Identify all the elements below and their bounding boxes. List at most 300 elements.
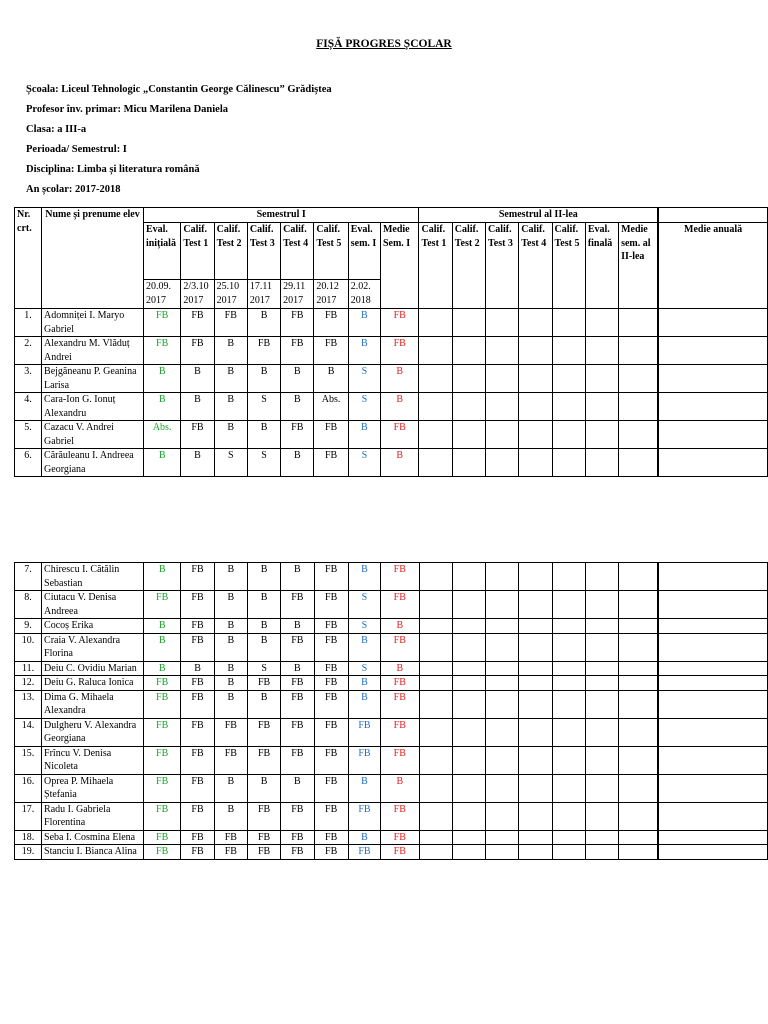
progress-table-part2 (14, 562, 768, 860)
sem1-column-header: Calif. Test 2 (214, 223, 247, 280)
grade-cell: FB (214, 845, 247, 860)
student-name: Alexandru M. Vlăduț Andrei (42, 337, 144, 365)
student-row (15, 365, 768, 393)
grade-cell: FB (348, 802, 380, 830)
student-number: 1. (15, 309, 42, 337)
grade-cell: Abs. (314, 393, 348, 421)
empty-grade-cell (519, 365, 552, 393)
sem2-column-header: Calif. Test 1 (419, 223, 452, 309)
grade-cell: FB (181, 774, 214, 802)
student-number: 2. (15, 337, 42, 365)
grade-cell: B (381, 619, 419, 634)
test-date: 2.02. 2018 (348, 280, 380, 309)
grade-cell: B (181, 365, 214, 393)
empty-grade-cell (552, 563, 585, 591)
empty-grade-cell (452, 393, 485, 421)
empty-grade-cell (519, 337, 552, 365)
grade-cell: B (348, 830, 380, 845)
empty-grade-cell (585, 365, 618, 393)
grade-cell: FB (247, 845, 280, 860)
grade-cell: B (214, 661, 247, 676)
empty-grade-cell (519, 676, 552, 691)
student-number: 17. (15, 802, 42, 830)
empty-grade-cell (585, 802, 618, 830)
grade-cell: FB (281, 746, 314, 774)
grade-cell: B (214, 591, 247, 619)
student-number: 9. (15, 619, 42, 634)
grade-cell: FB (314, 830, 348, 845)
empty-grade-cell (419, 830, 452, 845)
sem2-column-header: Calif. Test 3 (486, 223, 519, 309)
empty-grade-cell (519, 633, 552, 661)
grade-cell: FB (314, 802, 348, 830)
student-name: Craia V. Alexandra Florina (42, 633, 144, 661)
teacher-line: Profesor înv. primar: Micu Marilena Daniela (26, 104, 228, 115)
test-date: 17.11 2017 (247, 280, 280, 309)
empty-grade-cell (552, 337, 585, 365)
grade-cell: FB (143, 690, 180, 718)
grade-cell: B (143, 365, 180, 393)
grade-cell: B (281, 619, 314, 634)
empty-grade-cell (619, 718, 659, 746)
grade-cell: FB (181, 718, 214, 746)
progress-table-part1 (14, 207, 768, 477)
grade-cell: FB (381, 690, 419, 718)
grade-cell: FB (247, 337, 280, 365)
sem2-column-header: Eval. finală (585, 223, 618, 309)
empty-grade-cell (486, 746, 519, 774)
annual-average-cell (658, 746, 767, 774)
grade-cell: FB (314, 718, 348, 746)
grade-cell: FB (314, 661, 348, 676)
student-name: Dulgheru V. Alexandra Georgiana (42, 718, 144, 746)
annual-average-cell (658, 690, 767, 718)
empty-grade-cell (452, 421, 485, 449)
grade-cell: FB (381, 563, 419, 591)
annual-average-cell (658, 393, 767, 421)
grade-cell: S (247, 449, 280, 477)
empty-grade-cell (519, 393, 552, 421)
student-number: 16. (15, 774, 42, 802)
empty-grade-cell (419, 619, 452, 634)
empty-grade-cell (619, 337, 659, 365)
student-row (15, 619, 768, 634)
student-row (15, 337, 768, 365)
grade-cell: B (281, 661, 314, 676)
student-name: Frîncu V. Denisa Nicoleta (42, 746, 144, 774)
annual-average-cell (658, 619, 767, 634)
header-row-semesters (15, 208, 768, 223)
grade-cell: FB (314, 449, 348, 477)
test-date: 29.11 2017 (281, 280, 314, 309)
empty-grade-cell (452, 309, 485, 337)
grade-cell: B (380, 365, 419, 393)
grade-cell: B (314, 365, 348, 393)
sem1-column-header: Calif. Test 5 (314, 223, 348, 280)
annual-average-cell (658, 337, 767, 365)
grade-cell: FB (314, 619, 348, 634)
empty-grade-cell (486, 845, 519, 860)
empty-grade-cell (519, 746, 552, 774)
empty-grade-cell (452, 746, 485, 774)
annual-average-cell (658, 563, 767, 591)
grade-cell: FB (281, 421, 314, 449)
empty-grade-cell (552, 661, 585, 676)
annual-average-cell (658, 365, 767, 393)
empty-grade-cell (486, 690, 519, 718)
annual-average-cell (658, 718, 767, 746)
empty-grade-cell (619, 845, 659, 860)
grade-cell: FB (143, 802, 180, 830)
empty-grade-cell (585, 718, 618, 746)
grade-cell: B (214, 421, 247, 449)
grade-cell: B (247, 421, 280, 449)
empty-grade-cell (619, 690, 659, 718)
grade-cell: S (214, 449, 247, 477)
empty-grade-cell (552, 802, 585, 830)
grade-cell: B (143, 563, 180, 591)
empty-grade-cell (519, 690, 552, 718)
empty-grade-cell (419, 746, 452, 774)
empty-grade-cell (419, 845, 452, 860)
school-line: Școala: Liceul Tehnologic „Constantin George Călinescu” Grădiștea (26, 84, 332, 95)
empty-grade-cell (619, 591, 659, 619)
student-number: 13. (15, 690, 42, 718)
empty-grade-cell (452, 449, 485, 477)
grade-cell: B (214, 337, 247, 365)
sem2-column-header: Calif. Test 4 (519, 223, 552, 309)
grade-cell: B (247, 619, 280, 634)
grade-cell: FB (214, 746, 247, 774)
empty-grade-cell (585, 690, 618, 718)
grade-cell: B (143, 619, 180, 634)
sem2-column-header: Calif. Test 5 (552, 223, 585, 309)
empty-grade-cell (619, 661, 659, 676)
grade-cell: B (281, 774, 314, 802)
annual-average-cell (658, 830, 767, 845)
empty-grade-cell (419, 449, 452, 477)
empty-grade-cell (585, 774, 618, 802)
grade-cell: FB (348, 845, 380, 860)
empty-grade-cell (452, 718, 485, 746)
empty-grade-cell (552, 845, 585, 860)
grade-cell: FB (181, 746, 214, 774)
empty-grade-cell (419, 774, 452, 802)
grade-cell: FB (381, 676, 419, 691)
empty-grade-cell (552, 830, 585, 845)
grade-cell: B (214, 393, 247, 421)
grade-cell: FB (381, 830, 419, 845)
grade-cell: FB (143, 309, 180, 337)
empty-grade-cell (519, 309, 552, 337)
grade-cell: FB (214, 830, 247, 845)
annual-average-cell (658, 676, 767, 691)
empty-grade-cell (619, 802, 659, 830)
grade-cell: FB (143, 830, 180, 845)
student-name: Seba I. Cosmina Elena (42, 830, 144, 845)
empty-grade-cell (452, 774, 485, 802)
empty-grade-cell (519, 718, 552, 746)
empty-grade-cell (519, 619, 552, 634)
student-number: 7. (15, 563, 42, 591)
empty-grade-cell (419, 365, 452, 393)
empty-grade-cell (519, 774, 552, 802)
student-name: Stanciu I. Bianca Alina (42, 845, 144, 860)
student-row (15, 676, 768, 691)
subject-line: Disciplina: Limba și literatura română (26, 164, 200, 175)
grade-cell: FB (281, 802, 314, 830)
class-line: Clasa: a III-a (26, 124, 87, 135)
annual-header-top (658, 208, 767, 223)
grade-cell: FB (181, 633, 214, 661)
grade-cell: S (348, 591, 380, 619)
grade-cell: B (380, 393, 419, 421)
empty-grade-cell (552, 309, 585, 337)
empty-grade-cell (552, 421, 585, 449)
empty-grade-cell (585, 393, 618, 421)
empty-grade-cell (619, 830, 659, 845)
sem1-column-header: Eval. inițială (143, 223, 180, 280)
grade-cell: S (247, 661, 280, 676)
grade-cell: B (214, 690, 247, 718)
student-row (15, 802, 768, 830)
student-name: Bejgăneanu P. Geanina Larisa (42, 365, 144, 393)
empty-grade-cell (419, 718, 452, 746)
grade-cell: FB (314, 563, 348, 591)
empty-grade-cell (486, 393, 519, 421)
empty-grade-cell (419, 802, 452, 830)
student-row (15, 845, 768, 860)
grade-cell: FB (281, 718, 314, 746)
grade-cell: FB (281, 591, 314, 619)
grade-cell: B (281, 449, 314, 477)
page-title: FIȘĂ PROGRES ȘCOLAR (316, 38, 452, 50)
sem2-column-header: Calif. Test 2 (452, 223, 485, 309)
empty-grade-cell (486, 449, 519, 477)
student-number: 8. (15, 591, 42, 619)
test-date: 20.09. 2017 (143, 280, 180, 309)
student-number: 3. (15, 365, 42, 393)
grade-cell: B (143, 633, 180, 661)
empty-grade-cell (552, 393, 585, 421)
empty-grade-cell (519, 830, 552, 845)
empty-grade-cell (486, 802, 519, 830)
student-name: Dima G. Mihaela Alexandra (42, 690, 144, 718)
grade-cell: B (143, 449, 180, 477)
empty-grade-cell (552, 633, 585, 661)
empty-grade-cell (419, 661, 452, 676)
student-row (15, 633, 768, 661)
empty-grade-cell (585, 309, 618, 337)
empty-grade-cell (452, 661, 485, 676)
empty-grade-cell (486, 591, 519, 619)
annual-average-cell (658, 449, 767, 477)
grade-cell: B (348, 337, 380, 365)
grade-cell: S (348, 449, 380, 477)
empty-grade-cell (486, 661, 519, 676)
empty-grade-cell (585, 830, 618, 845)
empty-grade-cell (452, 802, 485, 830)
grade-cell: FB (214, 718, 247, 746)
annual-average-cell (658, 421, 767, 449)
student-number: 19. (15, 845, 42, 860)
grade-cell: B (214, 365, 247, 393)
annual-average-cell (658, 661, 767, 676)
empty-grade-cell (452, 337, 485, 365)
empty-grade-cell (619, 309, 659, 337)
empty-grade-cell (452, 830, 485, 845)
grade-cell: FB (247, 830, 280, 845)
annual-header: Medie anuală (658, 223, 767, 309)
empty-grade-cell (552, 619, 585, 634)
empty-grade-cell (419, 633, 452, 661)
student-name: Ciutacu V. Denisa Andreea (42, 591, 144, 619)
empty-grade-cell (552, 690, 585, 718)
test-date: 20.12 2017 (314, 280, 348, 309)
grade-cell: FB (314, 591, 348, 619)
empty-grade-cell (419, 563, 452, 591)
sem1-column-header: Calif. Test 3 (247, 223, 280, 280)
empty-grade-cell (419, 591, 452, 619)
empty-grade-cell (552, 676, 585, 691)
student-row (15, 309, 768, 337)
student-row (15, 774, 768, 802)
empty-grade-cell (419, 309, 452, 337)
empty-grade-cell (552, 718, 585, 746)
empty-grade-cell (552, 365, 585, 393)
grade-cell: FB (314, 690, 348, 718)
empty-grade-cell (585, 591, 618, 619)
grade-cell: FB (314, 774, 348, 802)
empty-grade-cell (486, 774, 519, 802)
empty-grade-cell (519, 661, 552, 676)
empty-grade-cell (585, 661, 618, 676)
empty-grade-cell (452, 633, 485, 661)
grade-cell: B (348, 563, 380, 591)
empty-grade-cell (619, 365, 659, 393)
grade-cell: FB (143, 337, 180, 365)
grade-cell: FB (143, 746, 180, 774)
student-row (15, 661, 768, 676)
grade-cell: FB (281, 337, 314, 365)
grade-cell: FB (143, 676, 180, 691)
sem1-column-header: Medie Sem. I (380, 223, 419, 309)
year-line: An școlar: 2017-2018 (26, 184, 121, 195)
grade-cell: FB (314, 633, 348, 661)
empty-grade-cell (452, 676, 485, 691)
student-name: Chirescu I. Cătălin Sebastian (42, 563, 144, 591)
empty-grade-cell (619, 746, 659, 774)
grade-cell: B (247, 591, 280, 619)
empty-grade-cell (452, 365, 485, 393)
grade-cell: B (380, 449, 419, 477)
grade-cell: B (247, 365, 280, 393)
student-number: 5. (15, 421, 42, 449)
grade-cell: B (281, 393, 314, 421)
empty-grade-cell (486, 421, 519, 449)
grade-cell: FB (314, 421, 348, 449)
empty-grade-cell (486, 563, 519, 591)
grade-cell: FB (181, 563, 214, 591)
student-number: 11. (15, 661, 42, 676)
student-name: Oprea P. Mihaela Ștefania (42, 774, 144, 802)
empty-grade-cell (585, 633, 618, 661)
empty-grade-cell (519, 421, 552, 449)
student-name: Cara-Ion G. Ionuț Alexandru (42, 393, 144, 421)
empty-grade-cell (452, 591, 485, 619)
grade-cell: FB (181, 619, 214, 634)
student-name: Adomniței I. Maryo Gabriel (42, 309, 144, 337)
grade-cell: FB (381, 802, 419, 830)
grade-cell: B (281, 563, 314, 591)
empty-grade-cell (419, 690, 452, 718)
grade-cell: FB (381, 845, 419, 860)
grade-cell: FB (181, 676, 214, 691)
empty-grade-cell (619, 633, 659, 661)
grade-cell: B (348, 676, 380, 691)
student-name: Deiu G. Raluca Ionica (42, 676, 144, 691)
grade-cell: FB (314, 309, 348, 337)
grade-cell: FB (181, 802, 214, 830)
grade-cell: B (214, 619, 247, 634)
empty-grade-cell (486, 718, 519, 746)
empty-grade-cell (419, 337, 452, 365)
student-number: 14. (15, 718, 42, 746)
grade-cell: S (348, 393, 380, 421)
student-row (15, 563, 768, 591)
empty-grade-cell (419, 676, 452, 691)
grade-cell: B (381, 774, 419, 802)
grade-cell: FB (281, 690, 314, 718)
grade-cell: FB (381, 591, 419, 619)
grade-cell: B (348, 690, 380, 718)
grade-cell: FB (381, 718, 419, 746)
grade-cell: B (214, 676, 247, 691)
empty-grade-cell (519, 845, 552, 860)
empty-grade-cell (519, 449, 552, 477)
grade-cell: FB (143, 591, 180, 619)
grade-cell: FB (348, 718, 380, 746)
student-name: Radu I. Gabriela Florentina (42, 802, 144, 830)
student-row (15, 830, 768, 845)
student-number: 6. (15, 449, 42, 477)
empty-grade-cell (486, 676, 519, 691)
grade-cell: FB (281, 830, 314, 845)
empty-grade-cell (486, 830, 519, 845)
student-number: 10. (15, 633, 42, 661)
grade-cell: FB (381, 746, 419, 774)
grade-cell: B (348, 309, 380, 337)
grade-cell: FB (181, 421, 214, 449)
grade-cell: B (247, 309, 280, 337)
grade-cell: FB (281, 309, 314, 337)
grade-cell: FB (314, 337, 348, 365)
grade-cell: FB (314, 845, 348, 860)
student-number: 18. (15, 830, 42, 845)
empty-grade-cell (619, 421, 659, 449)
annual-average-cell (658, 309, 767, 337)
empty-grade-cell (619, 676, 659, 691)
grade-cell: FB (314, 676, 348, 691)
grade-cell: FB (181, 690, 214, 718)
grade-cell: FB (380, 421, 419, 449)
grade-cell: B (214, 633, 247, 661)
empty-grade-cell (486, 309, 519, 337)
empty-grade-cell (452, 690, 485, 718)
semester1-header: Semestrul I (143, 208, 419, 223)
student-name: Deiu C. Ovidiu Marian (42, 661, 144, 676)
annual-average-cell (658, 845, 767, 860)
